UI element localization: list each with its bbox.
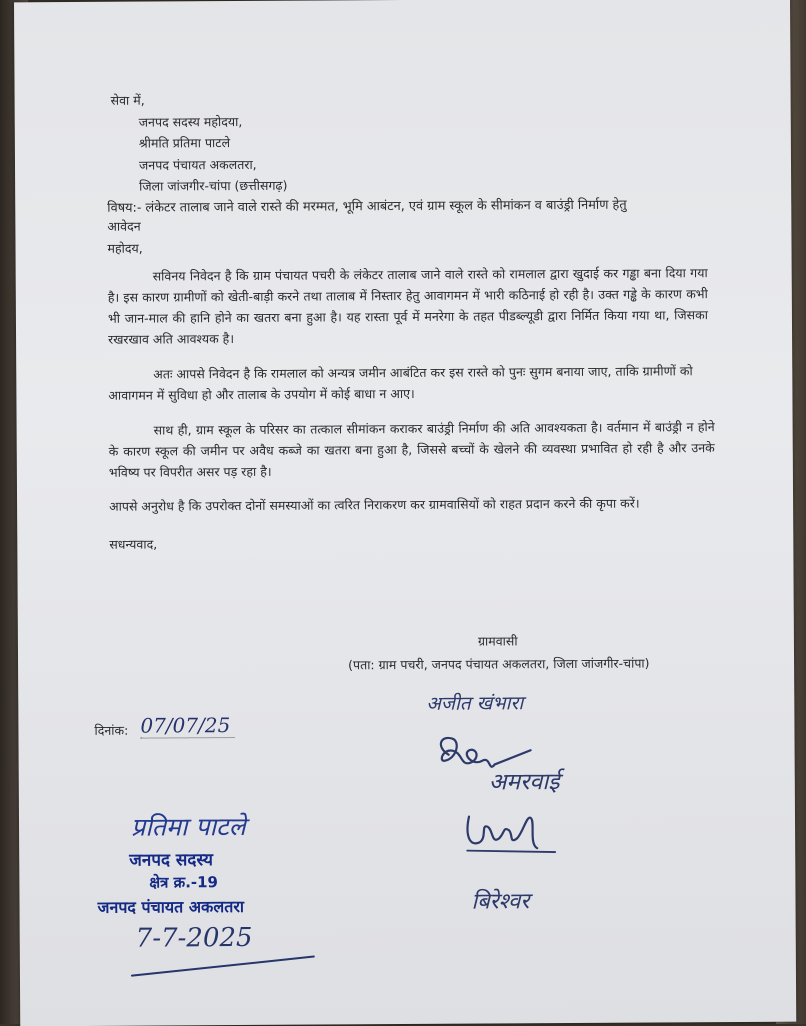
sender-label: ग्रामवासी xyxy=(477,633,518,649)
stamp-line-2: क्षेत्र क्र.-19 xyxy=(149,873,219,892)
date-value: 07/07/25 xyxy=(140,713,234,739)
signature-1: अजीत खंभारा xyxy=(426,692,524,715)
paragraph-2: अतः आपसे निवेदन है कि रामलाल को अन्यत्र जमीन आबंटित कर इस रास्ते को पुनः सुगम बनाया जाए, ताकि ग्रामीणों को आवागमन में सुविधा हो और तालाब के उपयोग में कोई बाधा न आए। xyxy=(108,363,693,403)
closing: सधन्यवाद, xyxy=(109,536,158,552)
addressee-line-3: जनपद पंचायत अकलतरा, xyxy=(138,156,257,173)
addressee-line-2: श्रीमति प्रतिमा पाटले xyxy=(138,135,231,151)
addressee-line-1: जनपद सदस्य महोदया, xyxy=(138,113,243,130)
paragraph-1: सविनय निवेदन है कि ग्राम पंचायत पचरी के लंकेटर तालाब जाने वाले रास्ते को रामलाल द्वारा खुदाई कर गड्ढा बना दिया गया है। इस कारण ग्रामीणों को खेती-बाड़ी करने तथा तालाब में निस्तार हेतु आवागमन में भारी कठिनाई हो रही है। उक्त गड्ढे के कारण कभी भी जान-माल की हानि होने का खतरा बना हुआ है। यह रास्ता पूर्व में मनरेगा के तहत पीडब्ल्यूडी द्वारा निर्मित किया गया था, जिसका रखरखाव अति आवश्यक है। xyxy=(107,265,708,347)
subject-line: विषय:- लंकेटर तालाब जाने वाले रास्ते की मरम्मत, भूमि आबंटन, एवं ग्राम स्कूल के सीमांकन व बाउंड्री निर्माण हेतु xyxy=(107,197,627,216)
receipt-date: 7-7-2025 xyxy=(135,922,253,954)
date-label: दिनांक: xyxy=(94,722,129,738)
letter-page xyxy=(14,0,796,1026)
receipt-underline xyxy=(128,950,328,981)
paragraph-4: आपसे अनुरोध है कि उपरोक्त दोनों समस्याओं का त्वरित निराकरण कर ग्रामवासियों को राहत प्रदान करने की कृपा करें। xyxy=(109,495,640,514)
signature-3: अमरवाई xyxy=(488,769,560,796)
addressee-line-4: जिला जांजगीर-चांपा (छत्तीसगढ़) xyxy=(139,177,288,194)
paragraph-3: साथ ही, ग्राम स्कूल के परिसर का तत्काल सीमांकन कराकर बाउंड्री निर्माण की अति आवश्यकता है। वर्तमान में बाउंड्री न होने के कारण स्कूल की जमीन पर अवैध कब्जे का खतरा बना हुआ है, जिससे बच्चों के खेलने की व्यवस्था प्रभावित हो रही है और उनके भविष्य पर विपरीत असर पड़ रहा है। xyxy=(108,419,715,480)
signature-4-scribble xyxy=(457,804,567,860)
sender-address: (पता: ग्राम पचरी, जनपद पंचायत अकलतरा, जिला जांजगीर-चांपा) xyxy=(348,655,650,673)
stamp-line-1: जनपद सदस्य xyxy=(129,850,213,871)
greeting: महोदय, xyxy=(107,240,143,256)
signature-5: बिरेश्वर xyxy=(471,889,530,915)
receiver-signature: प्रतिमा पाटले xyxy=(130,811,246,842)
stamp-line-3: जनपद पंचायत अकलतरा xyxy=(97,896,245,917)
salutation: सेवा में, xyxy=(110,92,145,108)
subject-line-cont: आवेदन xyxy=(107,218,141,234)
